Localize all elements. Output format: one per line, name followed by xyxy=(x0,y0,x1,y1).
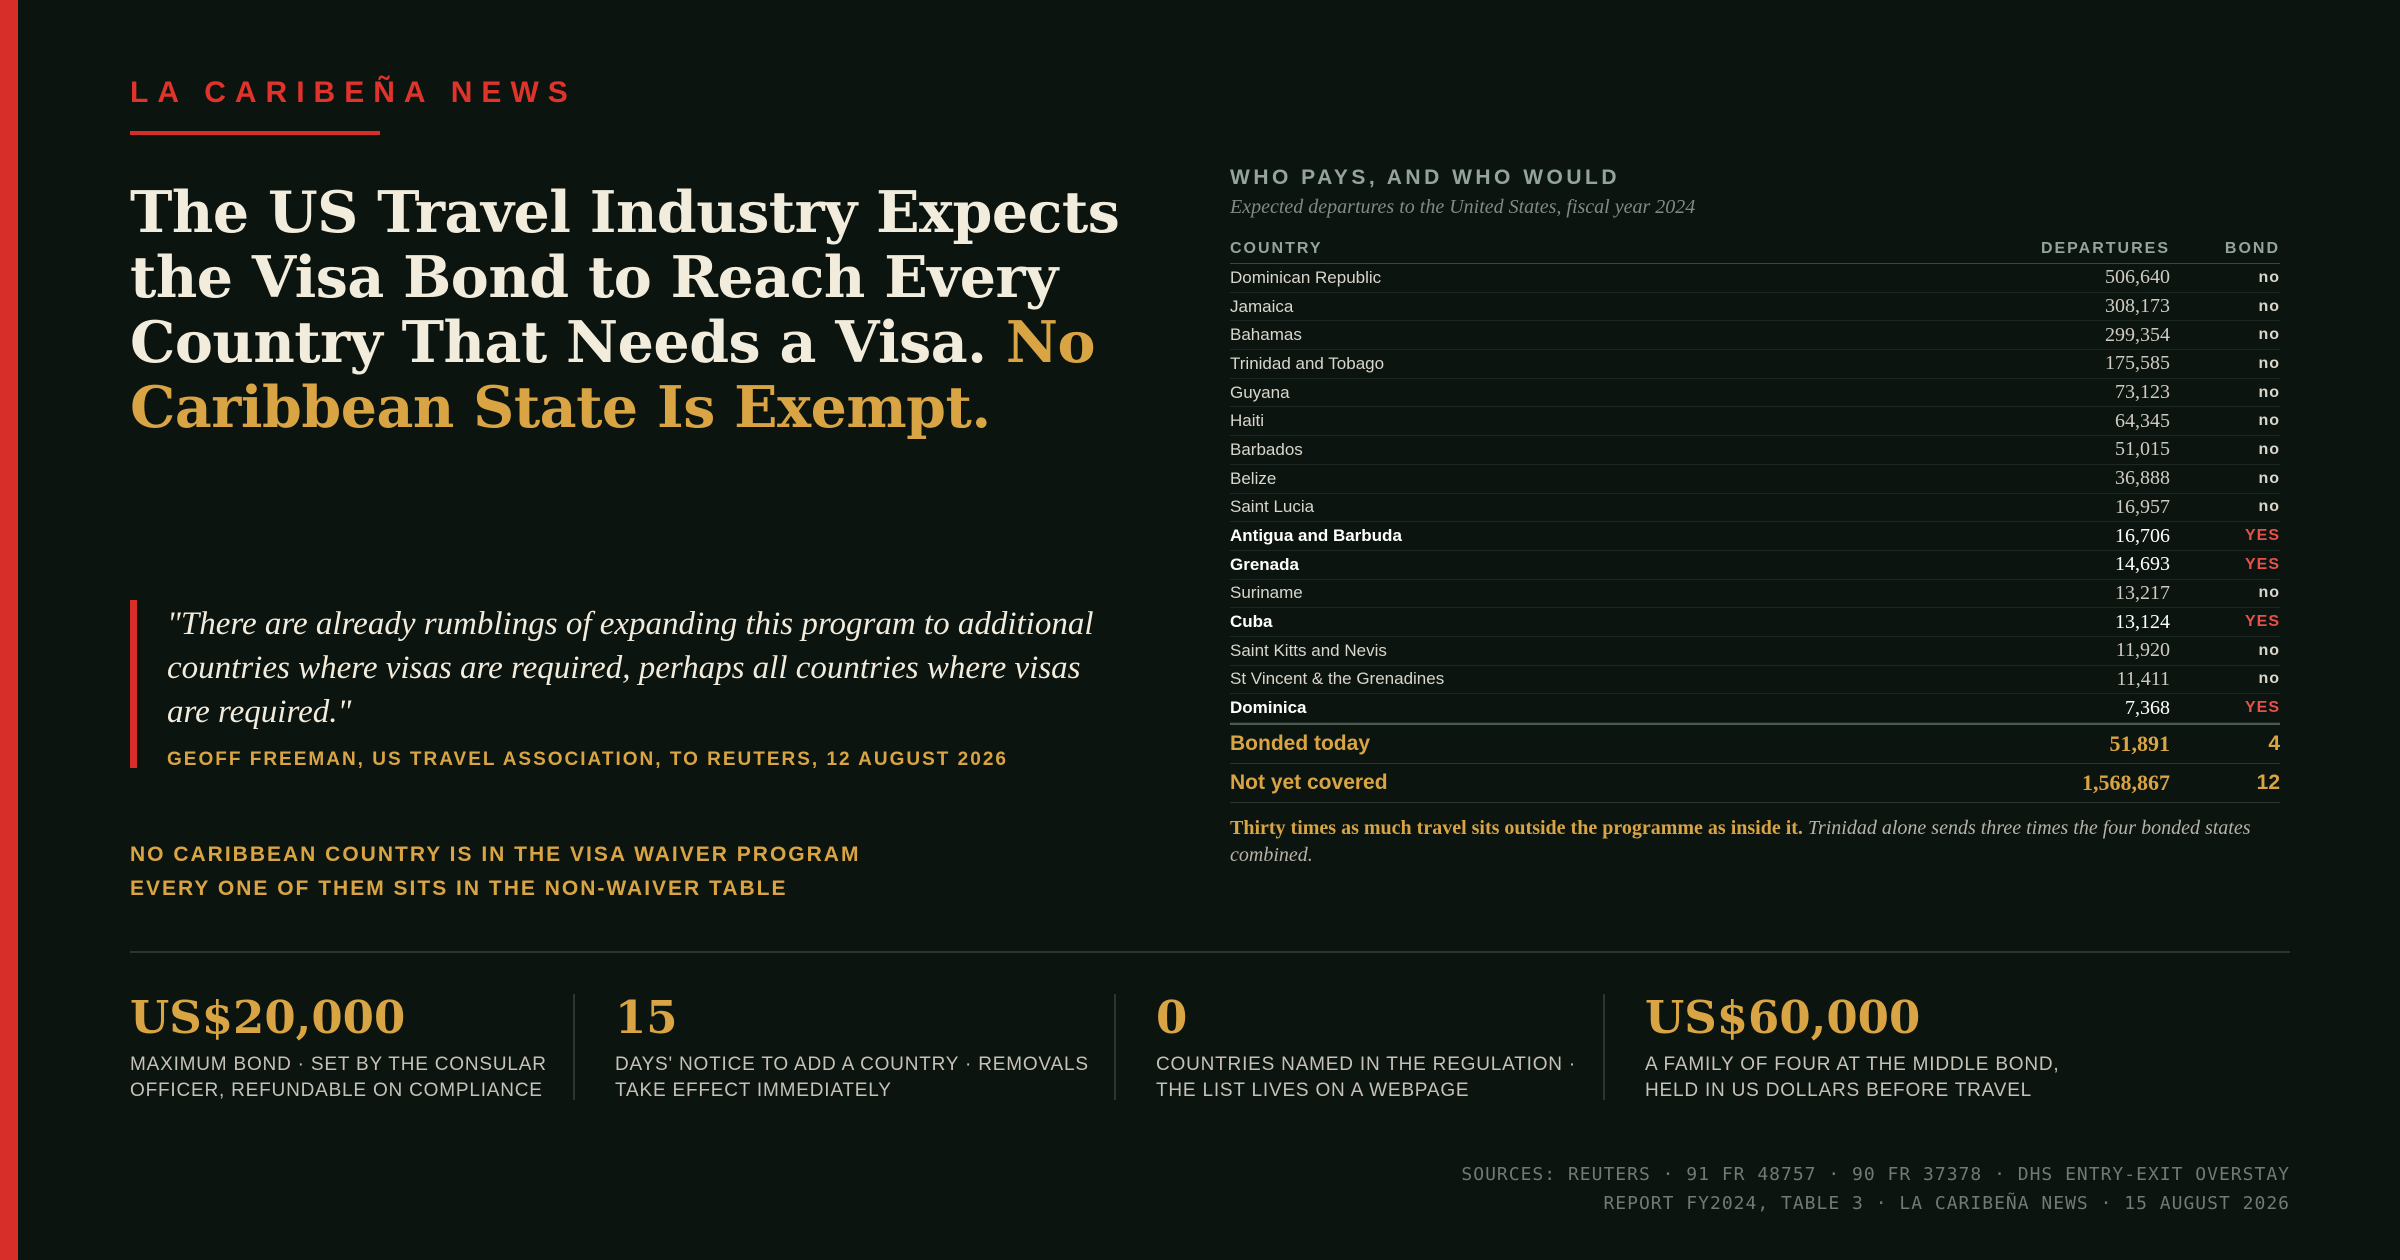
waiver-note xyxy=(130,838,860,906)
stat-value: US$20,000 xyxy=(130,991,406,1044)
stat-desc-line: TAKE EFFECT IMMEDIATELY xyxy=(615,1080,892,1101)
row-country: Saint Lucia xyxy=(1230,497,1315,517)
row-departures: 506,640 xyxy=(2105,266,2170,289)
stat-family-bond xyxy=(1645,991,2060,1104)
row-bond-status: YES xyxy=(2244,699,2280,717)
total-count: 4 xyxy=(2268,732,2280,755)
row-country: Suriname xyxy=(1230,583,1303,603)
stat-description xyxy=(1645,1052,2060,1104)
total-label: Not yet covered xyxy=(1230,771,1388,794)
row-country: Barbados xyxy=(1230,439,1303,459)
row-country: Belize xyxy=(1230,468,1277,488)
table-row xyxy=(1230,637,2280,666)
quote-text: "There are already rumblings of expanding this program to additional countries where visas are required, perhaps all countries where visas are required." xyxy=(167,606,1094,730)
headline xyxy=(130,180,1130,440)
row-departures: 299,354 xyxy=(2105,323,2170,346)
left-accent-bar xyxy=(0,0,18,1260)
row-country: Antigua and Barbuda xyxy=(1230,526,1402,546)
table-row xyxy=(1230,694,2280,723)
row-departures: 175,585 xyxy=(2105,352,2170,375)
stat-description xyxy=(1156,1052,1576,1104)
table-total-row xyxy=(1230,764,2280,803)
table-row xyxy=(1230,264,2280,293)
stat-desc-line: DAYS' NOTICE TO ADD A COUNTRY · REMOVALS xyxy=(615,1054,1089,1075)
row-bond-status: no xyxy=(2258,440,2280,458)
table-row xyxy=(1230,350,2280,379)
row-country: Saint Kitts and Nevis xyxy=(1230,640,1387,660)
table-note-strong: Thirty times as much travel sits outside the programme as inside it. xyxy=(1230,817,1803,839)
total-departures: 51,891 xyxy=(2109,731,2170,756)
row-departures: 308,173 xyxy=(2105,295,2170,318)
stat-value: 15 xyxy=(615,991,678,1044)
brand-rule xyxy=(130,131,380,135)
table-total-row xyxy=(1230,725,2280,764)
table-row xyxy=(1230,580,2280,609)
row-bond-status: YES xyxy=(2244,555,2280,573)
row-country: Guyana xyxy=(1230,382,1290,402)
total-label: Bonded today xyxy=(1230,732,1370,755)
row-country: St Vincent & the Grenadines xyxy=(1230,669,1445,689)
stat-desc-line: OFFICER, REFUNDABLE ON COMPLIANCE xyxy=(130,1080,543,1101)
row-bond-status: no xyxy=(2258,383,2280,401)
row-country: Cuba xyxy=(1230,612,1273,632)
stat-max-bond xyxy=(130,991,547,1104)
stat-desc-line: A FAMILY OF FOUR AT THE MIDDLE BOND, xyxy=(1645,1054,2060,1075)
row-bond-status: no xyxy=(2258,297,2280,315)
quote-attribution: GEOFF FREEMAN, US TRAVEL ASSOCIATION, TO REUTERS, 12 AUGUST 2026 xyxy=(167,749,1008,770)
row-country: Dominica xyxy=(1230,698,1307,718)
row-country: Jamaica xyxy=(1230,296,1294,316)
row-bond-status: no xyxy=(2258,412,2280,430)
headline-main: The US Travel Industry Expects the Visa Bond to Reach Every Country That Needs a Visa. xyxy=(130,179,1120,376)
total-count: 12 xyxy=(2256,771,2280,794)
row-bond-status: no xyxy=(2258,584,2280,602)
table-title: WHO PAYS, AND WHO WOULD xyxy=(1230,166,1621,189)
header-departures: DEPARTURES xyxy=(2040,240,2170,257)
header-bond: BOND xyxy=(2224,240,2280,257)
pull-quote xyxy=(130,600,1130,768)
row-departures: 16,706 xyxy=(2115,524,2170,547)
row-bond-status: no xyxy=(2258,670,2280,688)
stat-description xyxy=(615,1052,1089,1104)
table-row xyxy=(1230,551,2280,580)
sources-line: REPORT FY2024, TABLE 3 · LA CARIBEÑA NEWS · 15 AUGUST 2026 xyxy=(1603,1193,2290,1214)
row-country: Dominican Republic xyxy=(1230,267,1382,287)
row-departures: 7,368 xyxy=(2125,696,2170,719)
row-departures: 36,888 xyxy=(2115,467,2170,490)
waiver-note-line: EVERY ONE OF THEM SITS IN THE NON-WAIVER TABLE xyxy=(130,877,788,900)
table-header-row xyxy=(1230,235,2280,264)
table-row xyxy=(1230,321,2280,350)
stat-desc-line: COUNTRIES NAMED IN THE REGULATION · xyxy=(1156,1054,1576,1075)
row-departures: 51,015 xyxy=(2115,438,2170,461)
row-bond-status: no xyxy=(2258,469,2280,487)
table-row xyxy=(1230,608,2280,637)
table-row xyxy=(1230,436,2280,465)
row-bond-status: YES xyxy=(2244,527,2280,545)
stat-desc-line: MAXIMUM BOND · SET BY THE CONSULAR xyxy=(130,1054,547,1075)
section-divider xyxy=(130,951,2290,953)
row-departures: 14,693 xyxy=(2115,553,2170,576)
row-country: Trinidad and Tobago xyxy=(1230,353,1385,373)
table-row xyxy=(1230,494,2280,523)
stat-value: 0 xyxy=(1156,991,1188,1044)
stat-desc-line: HELD IN US DOLLARS BEFORE TRAVEL xyxy=(1645,1080,2033,1101)
table-subtitle: Expected departures to the United States, fiscal year 2024 xyxy=(1230,196,1696,218)
row-departures: 64,345 xyxy=(2115,409,2170,432)
row-bond-status: YES xyxy=(2244,613,2280,631)
stat-value: US$60,000 xyxy=(1645,991,1921,1044)
row-departures: 16,957 xyxy=(2115,495,2170,518)
row-bond-status: no xyxy=(2258,354,2280,372)
table-row xyxy=(1230,465,2280,494)
table-totals xyxy=(1230,725,2280,803)
table-row xyxy=(1230,293,2280,322)
row-country: Haiti xyxy=(1230,411,1265,431)
table-body xyxy=(1230,264,2280,725)
row-bond-status: no xyxy=(2258,498,2280,516)
table-note-rest: Trinidad alone sends three times the four bonded states combined. xyxy=(1230,817,2251,866)
stat-countries-named xyxy=(1156,991,1576,1104)
row-country: Bahamas xyxy=(1230,325,1302,345)
brand-name: LA CARIBEÑA NEWS xyxy=(130,76,577,109)
departures-table-panel xyxy=(1230,166,2280,869)
table-row xyxy=(1230,666,2280,695)
sources-credit xyxy=(1461,1160,2290,1218)
row-departures: 13,217 xyxy=(2115,581,2170,604)
table-note xyxy=(1230,815,2280,869)
table-row xyxy=(1230,379,2280,408)
row-departures: 11,411 xyxy=(2116,667,2170,690)
sources-line: SOURCES: REUTERS · 91 FR 48757 · 90 FR 37378 · DHS ENTRY-EXIT OVERSTAY xyxy=(1461,1164,2290,1185)
row-bond-status: no xyxy=(2258,326,2280,344)
stat-description xyxy=(130,1052,547,1104)
headline-accent: No Caribbean State Is Exempt. xyxy=(130,309,1095,441)
total-departures: 1,568,867 xyxy=(2082,770,2170,795)
header-country: COUNTRY xyxy=(1230,240,1323,257)
row-bond-status: no xyxy=(2258,268,2280,286)
waiver-note-line: NO CARIBBEAN COUNTRY IS IN THE VISA WAIVER PROGRAM xyxy=(130,843,861,866)
stat-notice-days xyxy=(615,991,1089,1104)
row-bond-status: no xyxy=(2258,641,2280,659)
row-departures: 11,920 xyxy=(2115,639,2170,662)
row-departures: 13,124 xyxy=(2115,610,2170,633)
stat-desc-line: THE LIST LIVES ON A WEBPAGE xyxy=(1156,1080,1470,1101)
table-row xyxy=(1230,522,2280,551)
row-country: Grenada xyxy=(1230,554,1299,574)
table-row xyxy=(1230,407,2280,436)
row-departures: 73,123 xyxy=(2115,381,2170,404)
